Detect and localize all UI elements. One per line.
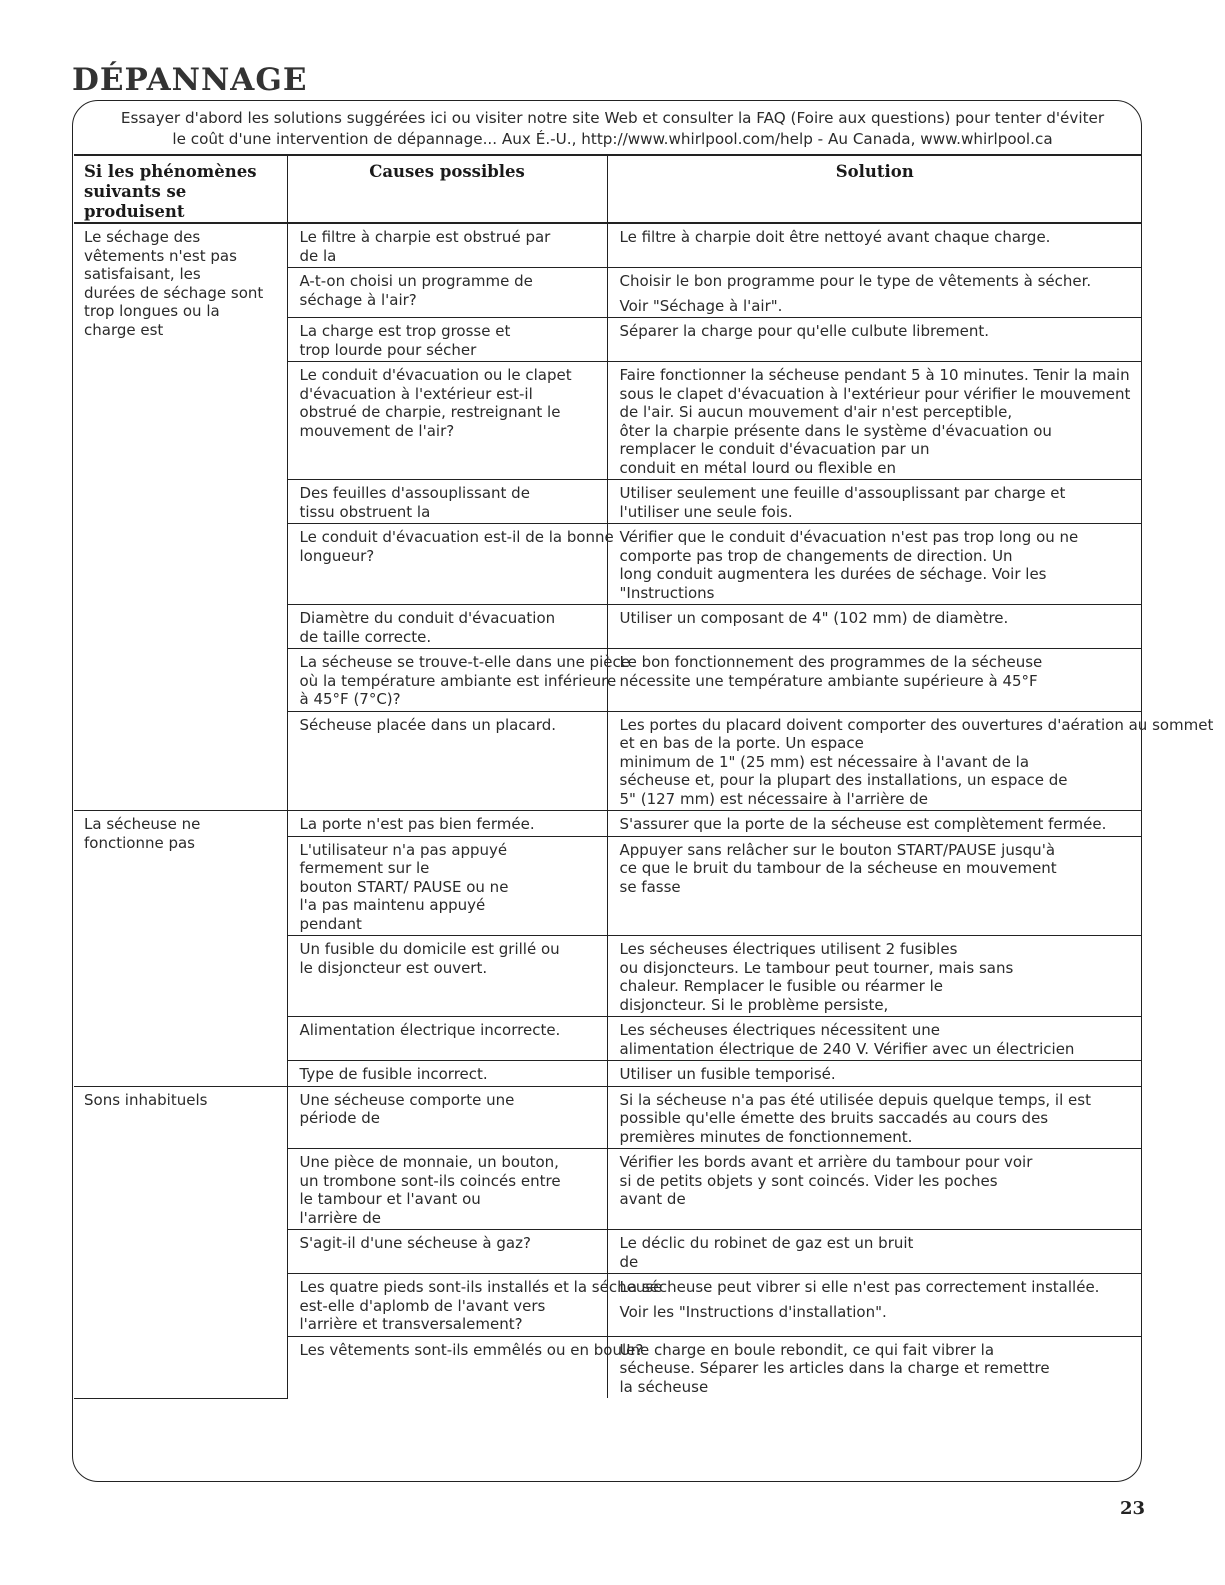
- text-line: de la: [299, 246, 337, 265]
- text-line: de: [619, 1252, 639, 1271]
- text-line: S'agit-il d'une sécheuse à gaz?: [299, 1234, 531, 1252]
- text-line: Le conduit d'évacuation ou le clapet: [299, 366, 572, 384]
- text-line: à 45°F (7°C)?: [299, 690, 401, 708]
- text-line: Les portes du placard doivent comporter des ouvertures d'aération au sommet: [619, 715, 1214, 734]
- text-line: pendant: [299, 914, 362, 933]
- cause-cell: [287, 1336, 644, 1398]
- cause-cell: [287, 318, 607, 362]
- text-line: sécheuse et, pour la plupart des installations, un espace de: [619, 771, 1068, 789]
- solution-cell: [607, 1149, 1142, 1230]
- cause-cell: [287, 605, 607, 649]
- text-line: Alimentation électrique incorrecte.: [299, 1021, 561, 1039]
- intro-text: [100, 108, 1125, 150]
- cause-cell: [287, 1274, 663, 1337]
- cause-cell: [287, 711, 607, 811]
- solution-cell: Séparer la charge pour qu'elle culbute librement.: [607, 318, 1142, 362]
- text-line: Un fusible du domicile est grillé ou: [299, 940, 560, 958]
- text-line: de taille correcte.: [299, 627, 432, 646]
- cause-cell: [287, 268, 607, 318]
- text-line: trop lourde pour sécher: [299, 340, 477, 359]
- cause-cell: [287, 836, 607, 936]
- text-line: période de: [299, 1109, 381, 1127]
- text-line: "Instructions: [619, 583, 715, 602]
- text-line: Une charge en boule rebondit, ce qui fait vibrer la: [619, 1340, 995, 1359]
- text-line: si de petits objets y sont coincés. Vider les poches: [619, 1171, 998, 1190]
- text-line: Le bon fonctionnement des programmes de la sécheuse: [619, 653, 1043, 671]
- text-line: avant de: [619, 1190, 686, 1208]
- solution-cell: [607, 836, 1142, 936]
- text-line: charge est: [84, 320, 164, 339]
- cause-cell: [287, 1149, 607, 1230]
- solution-cell: [607, 480, 1142, 524]
- text-line: durées de séchage sont: [84, 283, 264, 302]
- solution-cell: [607, 362, 1142, 480]
- text-line: conduit en métal lourd ou flexible en: [619, 458, 897, 477]
- text-line: L'utilisateur n'a pas appuyé: [299, 840, 508, 859]
- text-line: fonctionne pas: [84, 833, 195, 852]
- text-line: l'arrière et transversalement?: [299, 1315, 523, 1333]
- text-line: minimum de 1" (25 mm) est nécessaire à l'avant de la: [619, 752, 1030, 771]
- solution-cell: [607, 268, 1142, 318]
- text-line: Si la sécheuse n'a pas été utilisée depuis quelque temps, il est: [619, 1090, 1091, 1109]
- text-line: ce que le bruit du tambour de la sécheuse en mouvement: [619, 859, 1057, 877]
- text-line: obstrué de charpie, restreignant le: [299, 403, 561, 421]
- page-number: 23: [1120, 1498, 1146, 1519]
- table-row: [74, 223, 1142, 268]
- header-solution: Solution: [607, 155, 1142, 223]
- text-line: un trombone sont-ils coincés entre: [299, 1171, 561, 1190]
- solution-note: Voir les "Instructions d'installation".: [619, 1302, 887, 1321]
- text-line: nécessite une température ambiante supérieure à 45°F: [619, 671, 1038, 690]
- cause-cell: [287, 480, 607, 524]
- header-symptom: Si les phénomènes suivants se produisent: [74, 155, 287, 223]
- intro-line: le coût d'une intervention de dépannage... Aux É.-U., http://www.whirlpool.com/help - Au Canada, www.whirlpool.ca: [172, 130, 1053, 148]
- text-line: La charge est trop grosse et: [299, 322, 511, 340]
- text-line: et en bas de la porte. Un espace: [619, 734, 864, 752]
- symptom-cell: [74, 1086, 287, 1398]
- text-line: de l'air. Si aucun mouvement d'air n'est perceptible,: [619, 403, 1013, 421]
- solution-text: La sécheuse peut vibrer si elle n'est pas correctement installée.: [619, 1278, 1100, 1296]
- text-line: le disjoncteur est ouvert.: [299, 958, 488, 977]
- text-line: possible qu'elle émette des bruits saccadés au cours des: [619, 1109, 1049, 1127]
- solution-cell: [607, 649, 1142, 712]
- solution-cell: S'assurer que la porte de la sécheuse est complètement fermée.: [607, 811, 1142, 837]
- text-line: Une sécheuse comporte une: [299, 1090, 515, 1109]
- text-line: Sons inhabituels: [84, 1090, 208, 1109]
- text-line: chaleur. Remplacer le fusible ou réarmer le: [619, 977, 943, 995]
- text-line: premières minutes de fonctionnement.: [619, 1127, 913, 1146]
- troubleshooting-table: [74, 154, 1214, 1399]
- table-header-row: [74, 155, 1142, 223]
- solution-cell: [607, 1086, 1142, 1149]
- cause-cell: [287, 1017, 607, 1061]
- cause-cell: [287, 362, 607, 480]
- solution-cell: Utiliser un fusible temporisé.: [607, 1061, 1142, 1087]
- text-line: longueur?: [299, 546, 375, 565]
- text-line: ou disjoncteurs. Le tambour peut tourner, mais sans: [619, 958, 1014, 977]
- text-line: sous le clapet d'évacuation à l'extérieur pour vérifier le mouvement: [619, 384, 1131, 403]
- text-line: l'arrière de: [299, 1208, 382, 1227]
- solution-cell: [607, 1274, 1142, 1337]
- text-line: alimentation électrique de 240 V. Vérifier avec un électricien: [619, 1039, 1075, 1058]
- text-line: Les quatre pieds sont-ils installés et la sécheuse: [299, 1278, 663, 1296]
- text-line: mouvement de l'air?: [299, 421, 455, 440]
- solution-note: Voir "Séchage à l'air".: [619, 296, 783, 315]
- text-line: Le filtre à charpie est obstrué par: [299, 228, 551, 246]
- text-line: vêtements n'est pas: [84, 246, 237, 265]
- text-line: Appuyer sans relâcher sur le bouton START/PAUSE jusqu'à: [619, 840, 1056, 859]
- page-title: DÉPANNAGE: [72, 62, 308, 98]
- text-line: tissu obstruent la: [299, 502, 431, 521]
- text-line: ôter la charpie présente dans le système d'évacuation ou: [619, 421, 1052, 440]
- intro-line: Essayer d'abord les solutions suggérées ici ou visiter notre site Web et consulter la FAQ (Foire aux questions) pour tenter d'éviter: [120, 109, 1105, 127]
- text-line: Vérifier que le conduit d'évacuation n'est pas trop long ou ne: [619, 528, 1079, 546]
- text-line: Utiliser seulement une feuille d'assouplissant par charge et: [619, 484, 1066, 502]
- cause-cell: [287, 936, 607, 1017]
- text-line: remplacer le conduit d'évacuation par un: [619, 440, 930, 458]
- text-line: Diamètre du conduit d'évacuation: [299, 609, 556, 627]
- solution-cell: [607, 1017, 1142, 1061]
- text-line: fermement sur le: [299, 859, 430, 877]
- text-line: Vérifier les bords avant et arrière du tambour pour voir: [619, 1153, 1033, 1171]
- text-line: Sécheuse placée dans un placard.: [299, 715, 557, 734]
- solution-cell: [607, 524, 1142, 605]
- cause-cell: [287, 524, 614, 605]
- text-line: d'évacuation à l'extérieur est-il: [299, 384, 533, 403]
- text-line: le tambour et l'avant ou: [299, 1190, 481, 1208]
- solution-cell: Le filtre à charpie doit être nettoyé avant chaque charge.: [607, 223, 1142, 268]
- text-line: Les vêtements sont-ils emmêlés ou en boule?: [299, 1340, 644, 1359]
- text-line: La sécheuse ne: [84, 815, 201, 833]
- cause-cell: [287, 223, 607, 268]
- text-line: disjoncteur. Si le problème persiste,: [619, 995, 889, 1014]
- text-line: Type de fusible incorrect.: [299, 1065, 488, 1083]
- text-line: Faire fonctionner la sécheuse pendant 5 à 10 minutes. Tenir la main: [619, 366, 1130, 384]
- cause-cell: [287, 811, 607, 837]
- text-line: Le séchage des: [84, 228, 201, 246]
- solution-cell: [607, 1230, 1142, 1274]
- text-line: La sécheuse se trouve-t-elle dans une pièce: [299, 653, 630, 671]
- text-line: l'a pas maintenu appuyé: [299, 896, 486, 914]
- text-line: trop longues ou la: [84, 302, 220, 320]
- text-line: sécheuse. Séparer les articles dans la charge et remettre: [619, 1359, 1050, 1377]
- symptom-cell: [74, 811, 287, 1087]
- cause-cell: [287, 1230, 607, 1274]
- text-line: se fasse: [619, 877, 681, 896]
- text-line: est-elle d'aplomb de l'avant vers: [299, 1296, 546, 1315]
- text-line: satisfaisant, les: [84, 265, 201, 283]
- text-line: séchage à l'air?: [299, 290, 417, 309]
- solution-cell: [607, 936, 1142, 1017]
- text-line: comporte pas trop de changements de direction. Un: [619, 546, 1013, 565]
- text-line: la sécheuse: [619, 1377, 709, 1396]
- text-line: 5" (127 mm) est nécessaire à l'arrière de: [619, 789, 929, 808]
- cause-cell: [287, 1086, 607, 1149]
- solution-cell: [607, 1336, 1142, 1398]
- table-row: [74, 1086, 1142, 1149]
- text-line: Une pièce de monnaie, un bouton,: [299, 1153, 559, 1171]
- text-line: l'utiliser une seule fois.: [619, 502, 793, 521]
- text-line: où la température ambiante est inférieure: [299, 671, 617, 690]
- text-line: A-t-on choisi un programme de: [299, 272, 533, 290]
- text-line: Les sécheuses électriques nécessitent une: [619, 1021, 941, 1039]
- text-line: long conduit augmentera les durées de séchage. Voir les: [619, 565, 1047, 583]
- text-line: Des feuilles d'assouplissant de: [299, 484, 530, 502]
- cause-cell: [287, 649, 630, 712]
- solution-cell: Utiliser un composant de 4" (102 mm) de diamètre.: [607, 605, 1142, 649]
- solution-cell: [607, 711, 1214, 811]
- cause-cell: [287, 1061, 607, 1087]
- symptom-cell: [74, 223, 287, 811]
- solution-text: Choisir le bon programme pour le type de vêtements à sécher.: [619, 272, 1092, 290]
- header-cause: Causes possibles: [287, 155, 607, 223]
- text-line: La porte n'est pas bien fermée.: [299, 815, 535, 833]
- text-line: Le déclic du robinet de gaz est un bruit: [619, 1234, 914, 1252]
- text-line: Les sécheuses électriques utilisent 2 fusibles: [619, 940, 958, 958]
- text-line: bouton START/ PAUSE ou ne: [299, 877, 509, 896]
- table-row: [74, 811, 1142, 837]
- text-line: Le conduit d'évacuation est-il de la bonne: [299, 528, 614, 546]
